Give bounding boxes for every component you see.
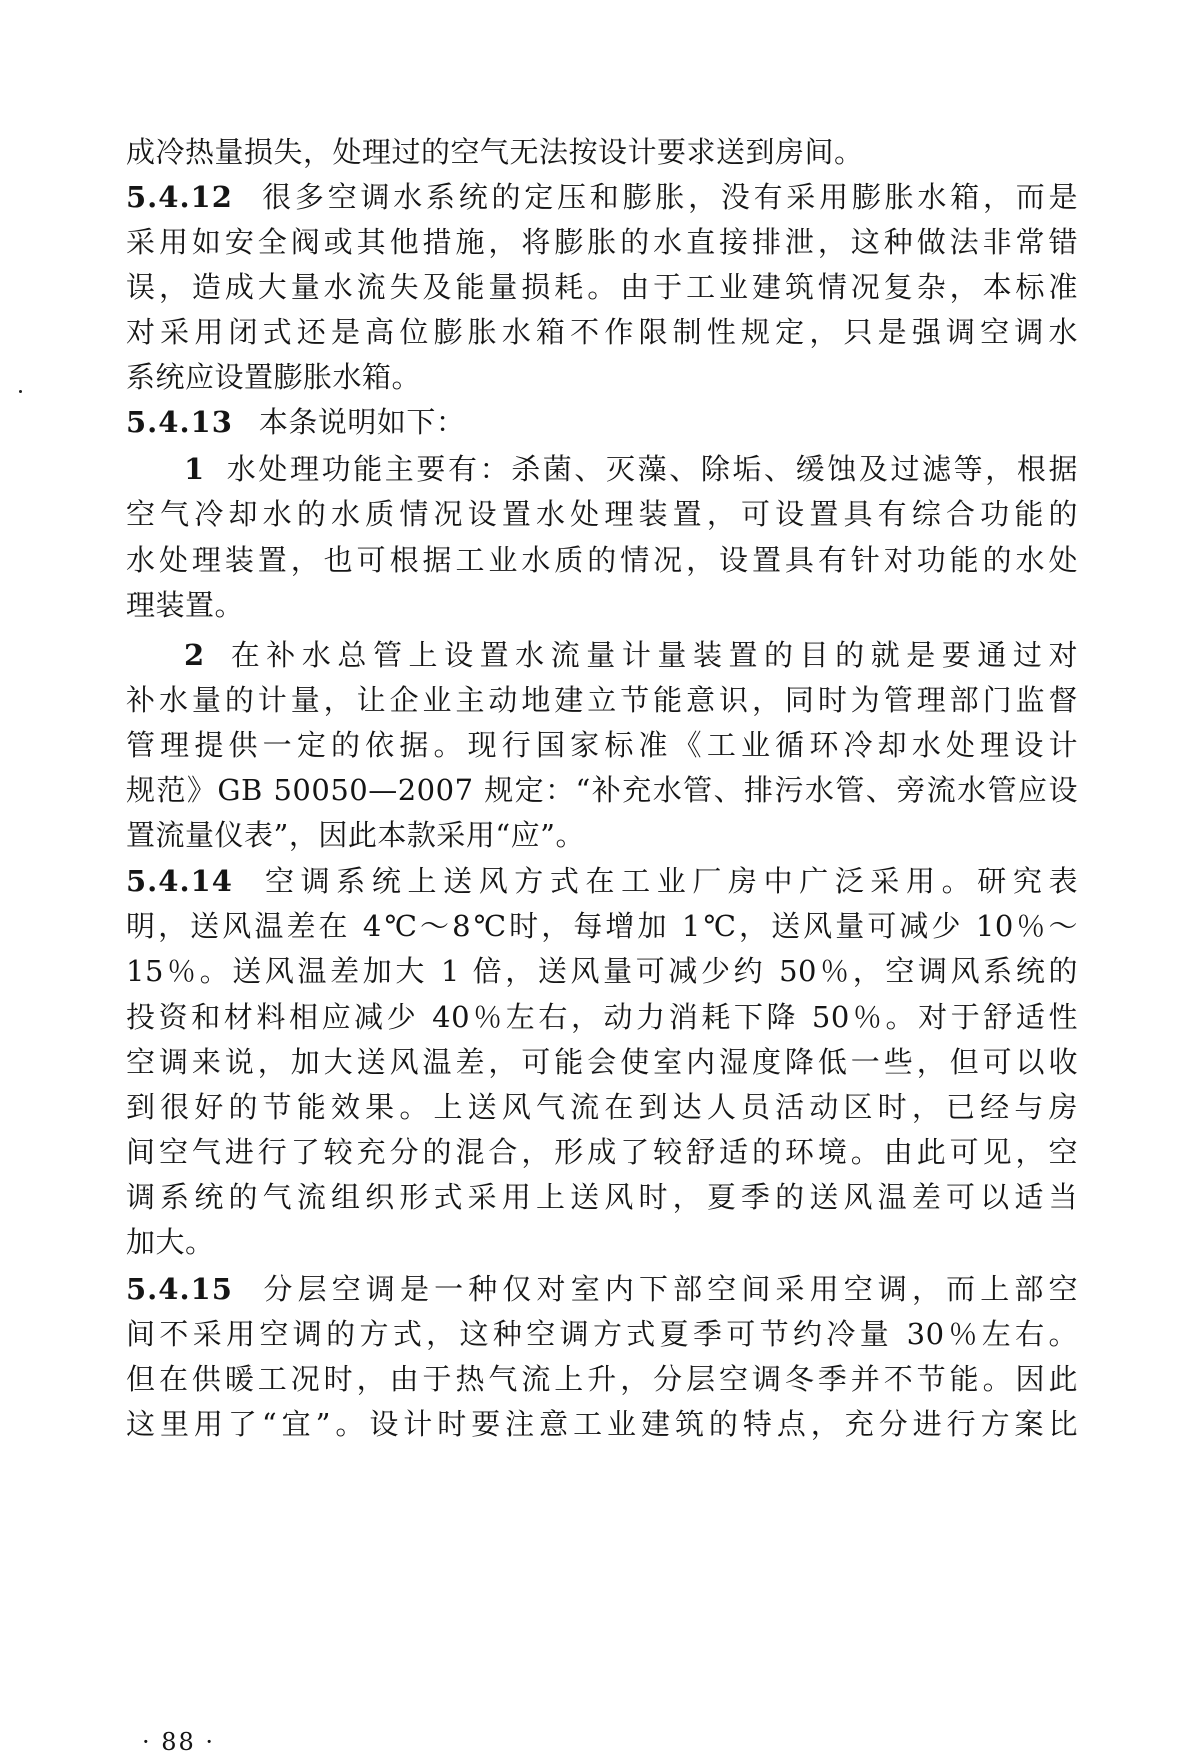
clause-5-4-12-first-line [126,180,1078,214]
line-text: 补水量的计量，让企业主动地建立节能意识，同时为管理部门监督 [126,683,1078,717]
line-text: 间不采用空调的方式，这种空调方式夏季可节约冷量 30％左右。 [126,1317,1078,1351]
line-text: 空调来说，加大送风温差，可能会使室内湿度降低一些，但可以收 [126,1045,1078,1079]
clause-number: 5.4.13 [126,405,233,439]
text-line [126,1362,1078,1396]
line-text: 很多空调水系统的定压和膨胀，没有采用膨胀水箱，而是 [258,180,1078,214]
line-text: 误，造成大量水流失及能量损耗。由于工业建筑情况复杂，本标准 [126,270,1078,304]
line-text: 在补水总管上设置水流量计量装置的目的就是要通过对 [224,638,1078,672]
text-line [126,588,1078,622]
text-line [126,315,1078,349]
text-line [126,270,1078,304]
text-line [126,1180,1078,1214]
scan-speck [19,390,22,393]
text-line [126,360,1078,394]
clause-5-4-13-first-line [126,405,1078,439]
line-text: 水处理装置，也可根据工业水质的情况，设置具有针对功能的水处 [126,543,1078,577]
line-text: 加大。 [126,1225,215,1259]
line-text: 规范》GB 50050—2007 规定：“补充水管、排污水管、旁流水管应设 [126,773,1078,807]
line-text: 水处理功能主要有：杀菌、灭藻、除垢、缓蚀及过滤等，根据 [224,452,1078,486]
line-text: 本条说明如下： [258,405,466,439]
line-text: 置流量仪表”，因此本款采用“应”。 [126,818,585,852]
text-line [126,683,1078,717]
clause-5-4-14-first-line [126,864,1078,898]
line-text: 但在供暖工况时，由于热气流上升，分层空调冬季并不节能。因此 [126,1362,1078,1396]
text-line [126,1090,1078,1124]
item-2-first-line [184,638,1078,672]
line-text: 15％。送风温差加大 1 倍，送风量可减少约 50％，空调风系统的 [126,954,1078,988]
text-line [126,773,1078,807]
item-number: 2 [184,638,205,672]
text-line [126,909,1078,943]
text-line [126,1135,1078,1169]
text-line [126,1407,1078,1441]
page-number: · 88 · [142,1728,216,1756]
line-text: 明，送风温差在 4℃～8℃时，每增加 1℃，送风量可减少 10％～ [126,909,1078,943]
item-number: 1 [184,452,205,486]
line-text: 空调系统上送风方式在工业厂房中广泛采用。研究表 [258,864,1078,898]
line-text: 这里用了“宜”。设计时要注意工业建筑的特点，充分进行方案比 [126,1407,1078,1441]
clause-5-4-15-first-line [126,1272,1078,1306]
text-line [126,543,1078,577]
line-text: 管理提供一定的依据。现行国家标准《工业循环冷却水处理设计 [126,728,1078,762]
line-text: 对采用闭式还是高位膨胀水箱不作限制性规定，只是强调空调水 [126,315,1078,349]
text-line [126,1317,1078,1351]
text-line [126,954,1078,988]
text-line [126,1225,1078,1259]
line-text: 采用如安全阀或其他措施，将膨胀的水直接排泄，这种做法非常错 [126,225,1078,259]
clause-number: 5.4.12 [126,180,233,214]
line-text: 成冷热量损失，处理过的空气无法按设计要求送到房间。 [126,135,864,169]
line-text: 投资和材料相应减少 40％左右，动力消耗下降 50％。对于舒适性 [126,1000,1078,1034]
line-text: 系统应设置膨胀水箱。 [126,360,422,394]
item-1-first-line [184,452,1078,486]
text-line [126,1000,1078,1034]
clause-number: 5.4.14 [126,864,233,898]
line-text: 分层空调是一种仅对室内下部空间采用空调，而上部空 [258,1272,1078,1306]
line-text: 间空气进行了较充分的混合，形成了较舒适的环境。由此可见，空 [126,1135,1078,1169]
line-text: 到很好的节能效果。上送风气流在到达人员活动区时，已经与房 [126,1090,1078,1124]
text-line [126,225,1078,259]
clause-number: 5.4.15 [126,1272,233,1306]
text-line [126,818,1078,852]
line-text: 理装置。 [126,588,245,622]
line-text: 空气冷却水的水质情况设置水处理装置，可设置具有综合功能的 [126,497,1078,531]
text-line [126,135,1078,169]
text-line [126,497,1078,531]
line-text: 调系统的气流组织形式采用上送风时，夏季的送风温差可以适当 [126,1180,1078,1214]
text-line [126,728,1078,762]
text-line [126,1045,1078,1079]
